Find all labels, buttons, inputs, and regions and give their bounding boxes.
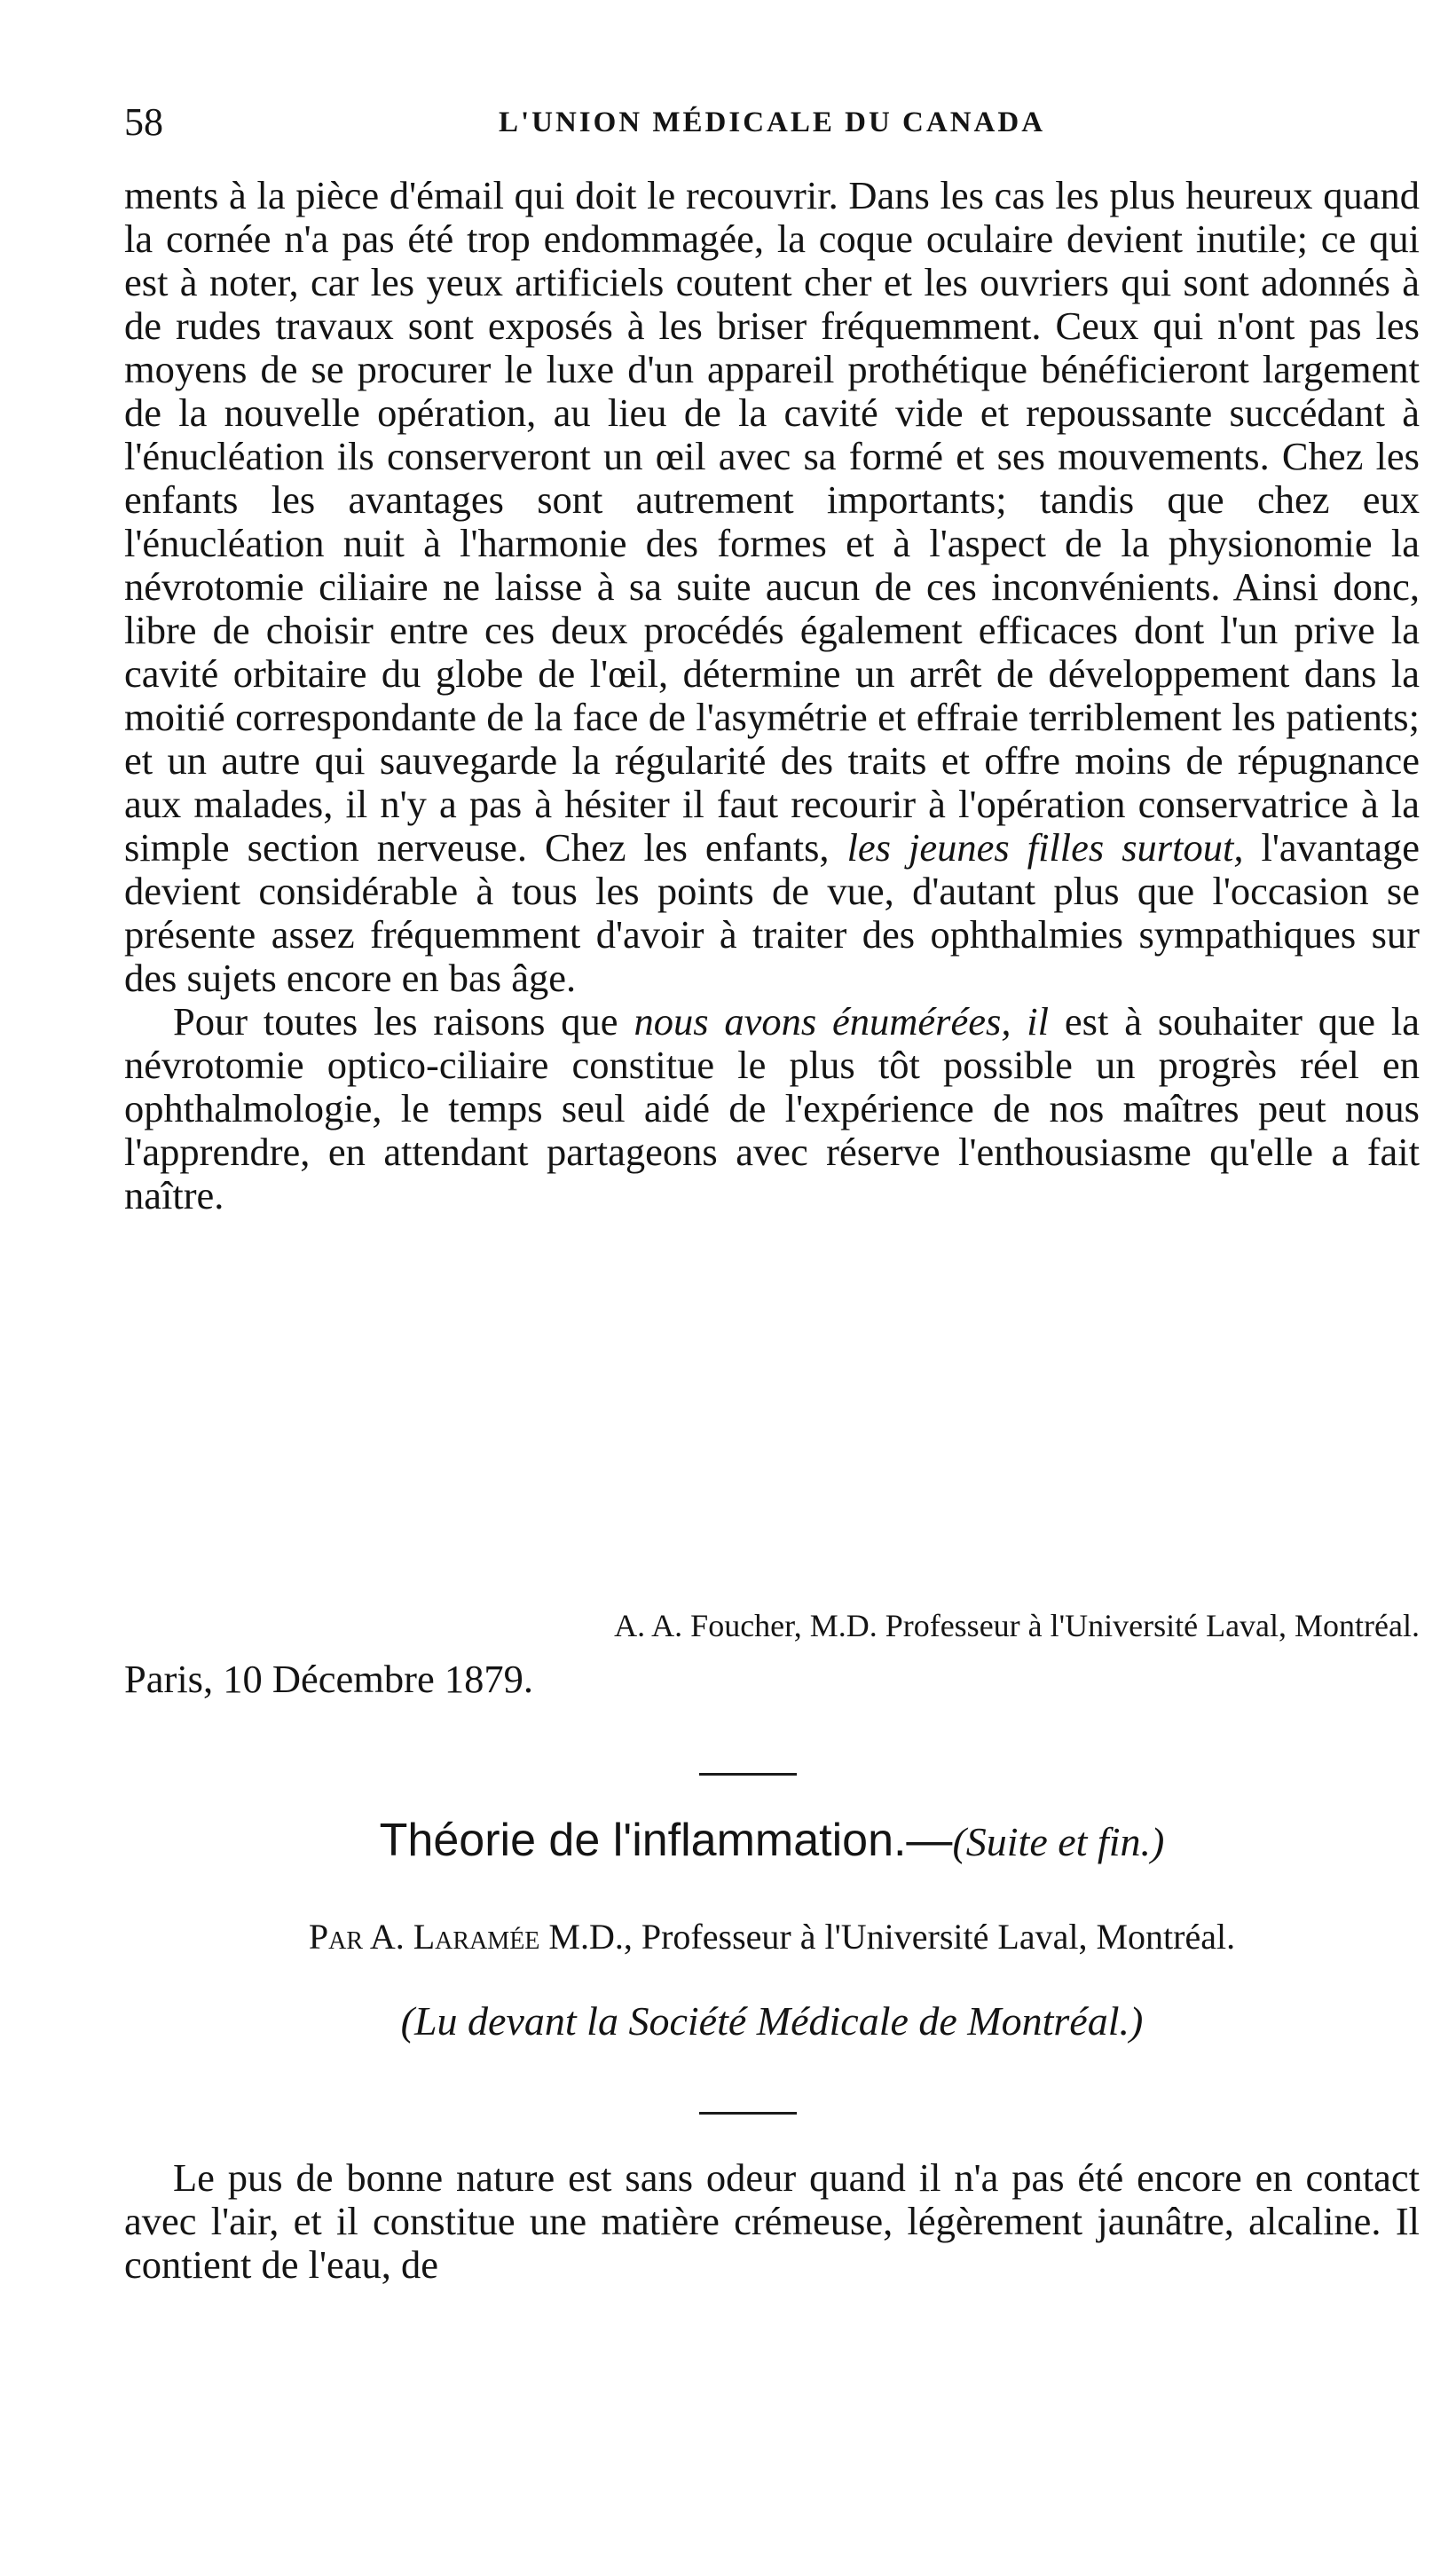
article-title-continuation: (Suite et fin.) — [952, 1819, 1165, 1864]
article-body — [124, 2156, 1420, 2287]
read-before-note — [124, 1995, 1420, 2048]
section-divider — [699, 1773, 797, 1776]
running-head: L'UNION MÉDICALE DU CANADA — [498, 106, 1046, 138]
byline-affiliation: M.D., Professeur à l'Université Laval, Montréal. — [539, 1917, 1236, 1957]
paragraph-text: ments à la pièce d'émail qui doit le recouvrir. Dans les cas les plus heureux quand la cornée n'a pas été trop endommagée, la coque oculaire devient inutile; ce qui est à noter, car les yeux artificiels coutent cher et les ouvriers qui sont adonnés à de rudes travaux sont exposés à les briser fréquemment. Ceux qui n'ont pas les moyens de se procurer le luxe d'un appareil prothétique bénéficieront largement de la nouvelle opération, au lieu de la cavité vide et repoussante succédant à l'énucléation ils conserveront un œil avec sa formé et ses mouvements. Chez les enfants les avantages sont autrement importants; tandis que chez eux l'énucléation nuit à l'harmonie des formes et à l'aspect de la physionomie la névrotomie ciliaire ne laisse à sa suite aucun de ces inconvénients. Ainsi donc, libre de choisir entre ces deux procédés également efficaces dont l'un prive la cavité orbitaire du globe de l'œil, détermine un arrêt de développement dans la moitié correspondante de la face de l'asymétrie et effraie terriblement les patients; et un autre qui sauvegarde la régularité des traits et offre moins de répugnance aux malades, il n'y a pas à hésiter il faut recourir à l'opération conservatrice à la simple section nerveuse. Chez les enfants, — [124, 173, 1420, 870]
section-divider — [699, 2112, 797, 2115]
page-header — [124, 96, 1420, 149]
paragraph-text-tail: est à souhaiter que la névrotomie optico-ciliaire constitue le plus tôt possible un progrès réel en ophthalmologie, le temps seul aidé de l'expérience de nos maîtres peut nous l'apprendre, en attendant partageons avec réserve l'enthousiasme qu'elle a fait naître. — [124, 999, 1421, 1217]
italic-emphasis: les jeunes filles surtout, — [846, 825, 1244, 870]
byline-author: Par A. Laramée — [308, 1917, 540, 1957]
article-opening-paragraph: Le pus de bonne nature est sans odeur quand il n'a pas été encore en contact avec l'air, et il constitue une matière crémeuse, légèrement jaunâtre, alcaline. Il contient de l'eau, de — [124, 2155, 1420, 2287]
article-title — [124, 1810, 1420, 1872]
dateline: Paris, 10 Décembre 1879. — [124, 1657, 533, 1701]
paragraph-continuation — [124, 174, 1420, 1000]
article-byline — [124, 1912, 1420, 1962]
italic-emphasis: nous avons énumérées, il — [634, 999, 1050, 1044]
body-text — [124, 174, 1420, 1217]
page-number: 58 — [124, 100, 163, 144]
paragraph-lead: Pour toutes les raisons que — [173, 999, 618, 1044]
author-signature: A. A. Foucher, M.D. Professeur à l'Université Laval, Montréal. — [614, 1608, 1420, 1643]
read-before-text: (Lu devant la Société Médicale de Montréal.) — [400, 1998, 1144, 2044]
article-title-text: Théorie de l'inflammation.— — [379, 1815, 953, 1866]
paragraph-conclusion — [124, 1000, 1420, 1217]
paragraph-text-tail: l'avantage devient considérable à tous les points de vue, d'autant plus que l'occasion se présente assez fréquemment d'avoir à traiter des ophthalmies sympathiques sur des sujets encore en bas âge. — [124, 825, 1420, 1000]
